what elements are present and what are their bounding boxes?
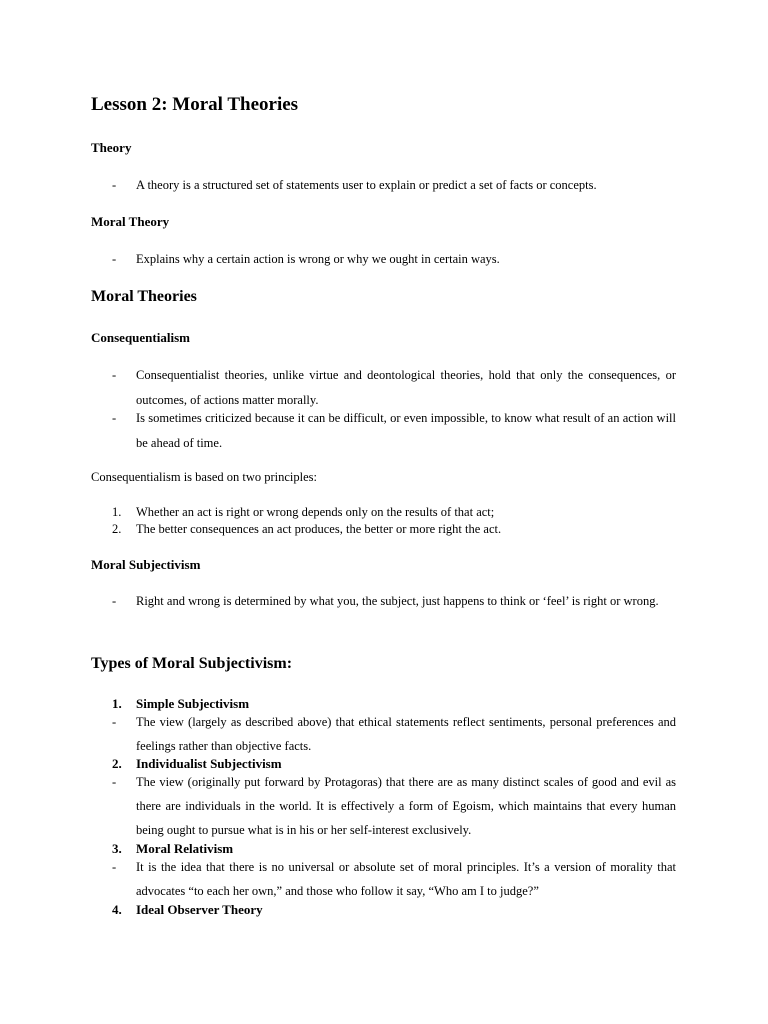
consequentialism-bullet-2: Is sometimes criticized because it can be difficult, or even impossible, to know what result of an action will be ahead of time. [136,411,676,450]
bullet-dash: - [112,178,117,192]
type-number: 1. [112,696,122,711]
type-2-title: Individualist Subjectivism [136,756,282,771]
type-number: 3. [112,841,122,856]
theory-definition: A theory is a structured set of statements user to explain or predict a set of facts or concepts. [136,178,597,192]
type-2-description: The view (originally put forward by Protagoras) that there are as many distinct scales of good and evil as there are individuals in the world. It is effectively a form of Egoism, which maintains that every human being ought to pursue what is in his or her self-interest exclusively. [136,775,676,837]
bullet-dash: - [112,594,117,608]
type-3-title: Moral Relativism [136,841,234,856]
moral-theory-definition: Explains why a certain action is wrong or why we ought in certain ways. [136,252,500,266]
consequentialism-bullet-1: Consequentialist theories, unlike virtue and deontological theories, hold that only the consequences, or outcomes, of actions matter morally. [136,368,676,407]
bullet-dash: - [112,368,117,382]
type-1-description: The view (largely as described above) that ethical statements reflect sentiments, personal preferences and feelings rather than objective facts. [136,715,676,753]
moral-theories-heading: Moral Theories [91,288,197,305]
page-title: Lesson 2: Moral Theories [91,94,299,115]
bullet-dash: - [112,715,117,729]
principles-intro: Consequentialism is based on two principles: [91,470,318,484]
moral-theory-heading: Moral Theory [91,214,170,229]
principle-number: 1. [112,505,122,519]
principle-number: 2. [112,522,122,536]
bullet-dash: - [112,411,117,425]
type-4-title: Ideal Observer Theory [136,902,263,917]
bullet-dash: - [112,252,117,266]
principle-1: Whether an act is right or wrong depends only on the results of that act; [136,505,495,519]
types-heading: Types of Moral Subjectivism: [91,655,293,672]
type-3-description: It is the idea that there is no universal or absolute set of moral principles. It’s a version of morality that advocates “to each her own,” and those who follow it say, “Who am I to judge?” [136,860,676,898]
moral-subjectivism-heading: Moral Subjectivism [91,557,201,572]
principle-2: The better consequences an act produces, the better or more right the act. [136,522,502,536]
bullet-dash: - [112,860,117,874]
bullet-dash: - [112,775,117,789]
consequentialism-heading: Consequentialism [91,330,190,345]
theory-heading: Theory [91,140,132,155]
type-number: 2. [112,756,122,771]
moral-subjectivism-definition: Right and wrong is determined by what you, the subject, just happens to think or ‘feel’ is right or wrong. [136,594,659,608]
type-number: 4. [112,902,122,917]
type-1-title: Simple Subjectivism [136,696,250,711]
